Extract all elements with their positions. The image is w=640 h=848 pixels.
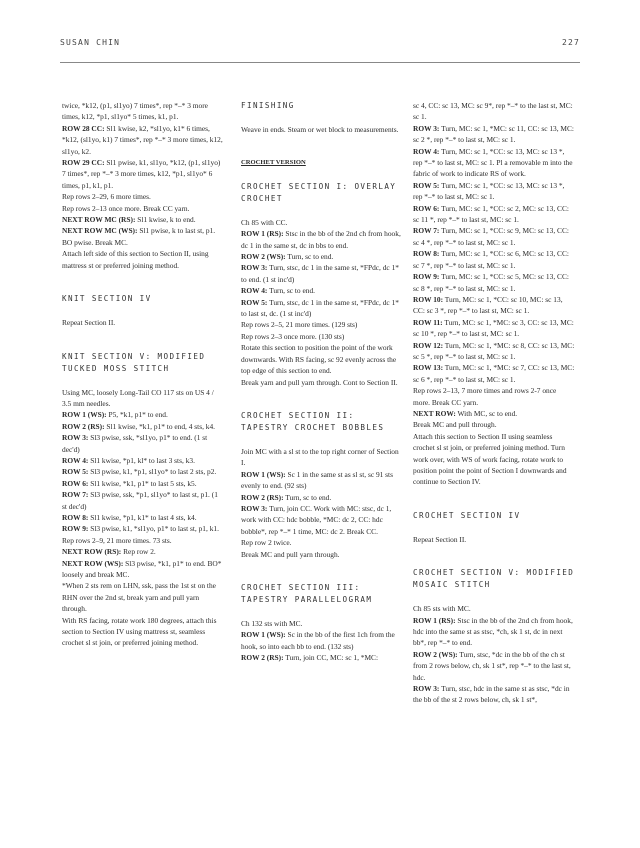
instruction-text: Sl1 kwise, *k1, p1* to last 5 sts, k5. (88, 478, 197, 488)
instruction-text: Break MC and pull yarn through. (241, 549, 340, 559)
instruction-row (62, 558, 224, 581)
instruction-row (413, 340, 575, 363)
instruction-text: Attach this section to Section II using seamless crochet sl st join, or preferred joining method. Turn work over, with WS of work facing, rotate work to position point the point of Section I downwards and continue to Section IV. (413, 431, 567, 487)
page-number: 227 (561, 38, 580, 47)
header-divider (60, 62, 580, 63)
instruction-text: Rep row 2. (121, 547, 156, 557)
instruction-row (413, 123, 575, 146)
row-label: ROW 1 (WS): (241, 630, 286, 640)
instruction-row (413, 683, 575, 706)
row-label: ROW 3: (413, 123, 440, 133)
row-label: ROW 8: (62, 512, 89, 522)
instruction-paragraph (62, 387, 224, 410)
row-label: ROW 29 CC: (62, 158, 105, 168)
instruction-row (413, 362, 575, 385)
instruction-row (241, 652, 403, 663)
row-label: ROW 1 (WS): (62, 410, 107, 420)
instruction-paragraph (62, 100, 224, 123)
instruction-row (62, 214, 224, 225)
instruction-text: With MC, sc to end. (455, 408, 518, 418)
instruction-text: Rep rows 2–29, 6 more times. (62, 192, 151, 202)
instruction-text: Stsc in the bb of the 2nd ch from hook, hdc into the same st as stsc, *ch, sk 1 st, dc in next bb*, rep *–* to end. (413, 615, 573, 648)
instruction-row (413, 225, 575, 248)
instruction-row (62, 512, 224, 523)
instruction-text: Turn, MC: sc 1, *CC: sc 13, MC: sc 13 *, rep *–* to last st, MC: sc 1. Pl a removable m into the fabric of work to indicate RS of work. (413, 146, 573, 179)
instruction-text: Sl1 kwise, k to end. (135, 215, 196, 225)
instruction-row (241, 285, 403, 296)
row-label: ROW 7: (62, 490, 89, 500)
instruction-paragraph (413, 431, 575, 488)
row-label: ROW 4: (413, 146, 440, 156)
instruction-row (413, 146, 575, 180)
instruction-row (413, 317, 575, 340)
instruction-paragraph (62, 248, 224, 271)
instruction-text: Turn, MC: sc 1, *CC: sc 6, MC: sc 13, CC: sc 7 *, rep *–* to last st, MC: sc 1. (413, 249, 569, 270)
row-label: ROW 11: (413, 317, 443, 327)
instruction-text: Turn, MC: sc 1, *MC: sc 8, CC: sc 13, MC: sc 5 *, rep *–* to last st, MC: sc 1. (413, 340, 575, 361)
instruction-text: Sc in the bb of the first 1ch from the hook, so into each bb to end. (132 sts) (241, 630, 395, 651)
instruction-text: Sl3 pwise, ssk, *sl1yo, p1* to end. (1 st dec'd) (62, 433, 208, 454)
instruction-row (62, 432, 224, 455)
instruction-text: Turn, join CC, MC: sc 1, *MC: (283, 653, 379, 663)
instruction-row (241, 629, 403, 652)
row-label: NEXT ROW MC (RS): (62, 215, 136, 225)
instruction-text: Rep rows 2–5, 21 more times. (129 sts) (241, 320, 358, 330)
instruction-paragraph (413, 603, 575, 614)
instruction-row (62, 478, 224, 489)
instruction-text: Sl1 pwise, k to last st, p1. (137, 226, 216, 236)
instruction-paragraph (241, 124, 403, 135)
instruction-row (241, 503, 403, 537)
instruction-text: Stsc in the bb of the 2nd ch from hook, dc 1 in the same st, dc in bbs to end. (241, 229, 401, 250)
instruction-row (413, 271, 575, 294)
row-label: ROW 2 (RS): (241, 653, 284, 663)
instruction-row (241, 297, 403, 320)
row-label: ROW 6: (413, 203, 440, 213)
author-name: SUSAN CHIN (60, 38, 121, 47)
row-label: NEXT ROW: (413, 408, 456, 418)
instruction-text: Sl3 pwise, ssk, *p1, sl1yo* to last st, p1. (1 st dec'd) (62, 490, 218, 511)
instruction-text: Rotate this section to position the point of the work downwards. With RS facing, sc 92 evenly across the top edge of this section to end. (241, 343, 397, 376)
instruction-text: Sl3 pwise, *k1, p1* to end. BO* loosely and break MC. (62, 558, 222, 579)
instruction-text: Sl1 kwise, k2, *sl1yo, k1* 6 times, *k12, (sl1yo, k1) 7 times*, rep *–* 3 more times, k12, sl1yo, k2. (62, 123, 223, 156)
instruction-row (62, 455, 224, 466)
row-label: ROW 1 (RS): (241, 229, 284, 239)
instruction-paragraph (241, 377, 403, 388)
row-label: NEXT ROW MC (WS): (62, 226, 138, 236)
row-label: ROW 1 (WS): (241, 469, 286, 479)
instruction-paragraph (62, 580, 224, 614)
instruction-row (62, 225, 224, 236)
instruction-text: Sl1 kwise, *p1, k1* to last 4 sts, k4. (88, 512, 197, 522)
instruction-text: Ch 85 with CC. (241, 217, 288, 227)
instruction-paragraph (62, 203, 224, 214)
instruction-text: Turn, stsc, *dc in the bb of the ch st from 2 rows below, ch, sk 1 st*, rep *–* to the last st, hdc. (413, 649, 571, 682)
instruction-row (241, 469, 403, 492)
instruction-text: Rep row 2 twice. (241, 538, 292, 548)
section-heading: KNIT SECTION IV (62, 294, 152, 304)
instruction-text: Turn, MC: sc 1, *CC: sc 5, MC: sc 13, CC: sc 8 *, rep *–* to last st, MC: sc 1. (413, 272, 569, 293)
row-label: ROW 3: (62, 433, 89, 443)
instruction-paragraph (62, 237, 224, 248)
instruction-text: Repeat Section II. (62, 318, 116, 328)
row-label: NEXT ROW (RS): (62, 547, 122, 557)
row-label: ROW 2 (RS): (62, 421, 105, 431)
instruction-text: Sl1 pwise, k1, sl1yo, *k12, (p1, sl1yo) 7 times*, rep *–* 3 more times, k12, *p1, sl1yo* 6 times, p1, k1, p1. (62, 158, 221, 190)
instruction-text: Turn, MC: sc 1, *CC: sc 2, MC: sc 13, CC: sc 11 *, rep *–* to last st, MC: sc 1. (413, 203, 569, 225)
instruction-paragraph (241, 342, 403, 376)
instruction-text: Ch 132 sts with MC. (241, 618, 303, 628)
instruction-text: Break yarn and pull yarn through. Cont to Section II. (241, 377, 398, 387)
instruction-text: Turn, MC: sc 1, *MC: sc 7, CC: sc 13, MC: sc 6 *, rep *–* to last st, MC: sc 1. (413, 363, 575, 384)
instruction-text: Rep rows 2–3 once more. (130 sts) (241, 331, 345, 341)
instruction-paragraph (62, 317, 224, 328)
instruction-paragraph (241, 319, 403, 330)
row-label: ROW 4: (241, 286, 268, 296)
section-heading: KNIT SECTION V: MODIFIED TUCKED MOSS STITCH (62, 351, 206, 373)
instruction-text: Turn, sc to end. (285, 252, 334, 262)
row-label: ROW 5: (241, 297, 268, 307)
instruction-paragraph (62, 191, 224, 202)
section-heading: CROCHET SECTION IV (413, 510, 521, 520)
instruction-paragraph (241, 331, 403, 342)
instruction-row (241, 251, 403, 262)
section-heading: FINISHING (241, 101, 295, 110)
section-heading: CROCHET SECTION V: MODIFIED MOSAIC STITCH (413, 568, 575, 590)
instruction-paragraph (241, 217, 403, 228)
instruction-text: Turn, MC: sc 1, *CC: sc 10, MC: sc 13, CC: sc 3 *, rep *–* to last st, MC: sc 1. (413, 294, 563, 316)
row-label: ROW 2 (RS): (241, 492, 284, 502)
instruction-text: Turn, join CC. Work with MC: stsc, dc 1, work with CC: hdc bobble, *MC: dc 2, CC: hdc bobble*, rep *–* 1 time, MC: dc 2. Break CC. (241, 503, 392, 536)
instruction-paragraph (413, 100, 575, 123)
row-label: ROW 9: (413, 272, 440, 282)
instruction-row (241, 492, 403, 503)
instruction-row (62, 409, 224, 420)
instruction-paragraph (413, 534, 575, 545)
instruction-paragraph (62, 535, 224, 546)
instruction-text: sc 4, CC: sc 13, MC: sc 9*, rep *–* to the last st, MC: sc 1. (413, 101, 573, 122)
instruction-text: Rep rows 2–13, 7 more times and rows 2-7 once more. Break CC yarn. (413, 386, 557, 407)
version-subheading: CROCHET VERSION (241, 159, 306, 167)
instruction-text: P5, *k1, p1* to end. (106, 410, 168, 420)
instruction-row (62, 466, 224, 477)
instruction-text: twice, *k12, (p1, sl1yo) 7 times*, rep *–* 3 more times, k12, *p1, sl1yo* 5 times, k1, p1. (62, 101, 208, 122)
instruction-row (62, 523, 224, 534)
instruction-text: Turn, MC: sc 1, *MC: sc 3, CC: sc 13, MC: sc 10 *, rep *–* to last st, MC: sc 1. (413, 317, 574, 339)
instruction-row (413, 294, 575, 317)
text-column-right (413, 100, 575, 706)
instruction-paragraph (413, 419, 575, 430)
row-label: ROW 10: (413, 294, 444, 304)
instruction-text: With RS facing, rotate work 180 degrees, attach this section to Section IV using mattress st, seamless crochet sl st join, or preferred joining method. (62, 615, 217, 648)
instruction-row (413, 248, 575, 271)
row-label: ROW 7: (413, 226, 440, 236)
instruction-paragraph (241, 446, 403, 469)
instruction-text: Join MC with a sl st to the top right corner of Section I. (241, 446, 399, 468)
instruction-row (413, 408, 575, 419)
row-label: ROW 5: (62, 467, 89, 477)
instruction-text: Rep rows 2–13 once more. Break CC yarn. (62, 203, 190, 213)
instruction-row (413, 180, 575, 203)
instruction-row (62, 489, 224, 512)
row-label: ROW 3: (413, 684, 440, 694)
instruction-row (241, 228, 403, 251)
row-label: ROW 13: (413, 363, 444, 373)
instruction-text: Rep rows 2–9, 21 more times. 73 sts. (62, 535, 172, 545)
row-label: NEXT ROW (WS): (62, 558, 124, 568)
instruction-row (241, 262, 403, 285)
instruction-text: Sc 1 in the same st as sl st, sc 91 sts evenly to end. (92 sts) (241, 469, 393, 491)
instruction-paragraph (241, 618, 403, 629)
row-label: ROW 4: (62, 455, 89, 465)
instruction-text: Break MC and pull through. (413, 420, 497, 430)
instruction-row (62, 157, 224, 191)
instruction-text: Repeat Section II. (413, 534, 467, 544)
instruction-row (62, 123, 224, 157)
page-header (60, 38, 580, 52)
row-label: ROW 2 (WS): (241, 252, 286, 262)
section-heading: CROCHET SECTION II: TAPESTRY CROCHET BOBBLES (241, 410, 385, 432)
instruction-text: Turn, MC: sc 1, *CC: sc 9, MC: sc 13, CC: sc 4 *, rep *–* to last st, MC: sc 1. (413, 226, 569, 247)
instruction-text: Turn, sc to end. (267, 286, 315, 296)
row-label: ROW 1 (RS): (413, 615, 456, 625)
instruction-row (413, 649, 575, 683)
instruction-text: Turn, MC: sc 1, *MC: sc 11, CC: sc 13, MC: sc 2 *, rep *–* to last st, MC: sc 1. (413, 123, 574, 145)
instruction-text: Sl3 pwise, k1, *p1, sl1yo* to last 2 sts, p2. (88, 467, 217, 477)
section-heading: CROCHET SECTION III: TAPESTRY PARALLELOGRAM (241, 582, 373, 604)
instruction-text: Turn, stsc, hdc in the same st as stsc, *dc in the bb of the st 2 rows below, ch, sk 1 st*, (413, 684, 570, 705)
instruction-text: Ch 85 sts with MC. (413, 604, 471, 614)
instruction-row (413, 615, 575, 649)
instruction-row (62, 421, 224, 432)
instruction-text: Sl3 pwise, k1, *sl1yo, p1* to last st, p1, k1. (88, 524, 219, 534)
instruction-paragraph (241, 537, 403, 548)
instruction-paragraph (241, 549, 403, 560)
row-label: ROW 6: (62, 478, 89, 488)
instruction-text: Sl1 kwise, *p1, kl* to last 3 sts, k3. (88, 455, 195, 465)
instruction-text: Attach left side of this section to Section II, using mattress st or preferred joining method. (62, 249, 209, 270)
instruction-text: Weave in ends. Steam or wet block to measurements. (241, 125, 399, 134)
row-label: ROW 8: (413, 249, 440, 259)
instruction-text: Using MC, loosely Long-Tail CO 117 sts on US 4 / 3.5 mm needles. (62, 387, 214, 408)
instruction-text: Turn, stsc, dc 1 in the same st, *FPdc, dc 1* to last st, dc. (1 st inc'd) (241, 297, 399, 319)
instruction-text: *When 2 sts rem on LHN, ssk, pass the 1st st on the RHN over the 2nd st, break yarn and pull yarn through. (62, 581, 216, 614)
row-label: ROW 3: (241, 263, 268, 273)
instruction-text: BO pwise. Break MC. (62, 237, 128, 247)
instruction-row (62, 546, 224, 557)
text-column-middle (241, 100, 403, 664)
row-label: ROW 5: (413, 180, 440, 190)
row-label: ROW 12: (413, 340, 444, 350)
row-label: ROW 9: (62, 524, 89, 534)
row-label: ROW 2 (WS): (413, 649, 458, 659)
instruction-paragraph (413, 385, 575, 408)
text-column-left (62, 100, 224, 649)
row-label: ROW 3: (241, 503, 268, 513)
row-label: ROW 28 CC: (62, 123, 105, 133)
instruction-text: Sl1 kwise, *k1, p1* to end, 4 sts, k4. (104, 421, 216, 431)
instruction-paragraph (62, 615, 224, 649)
instruction-text: Turn, stsc, dc 1 in the same st, *FPdc, dc 1* to end. (1 st inc'd) (241, 263, 399, 284)
section-heading: CROCHET SECTION I: OVERLAY CROCHET (241, 181, 397, 203)
instruction-text: Turn, sc to end. (283, 492, 332, 502)
instruction-text: Turn, MC: sc 1, *CC: sc 13, MC: sc 13 *, rep *–* to last st, MC: sc 1. (413, 180, 565, 202)
instruction-row (413, 203, 575, 226)
